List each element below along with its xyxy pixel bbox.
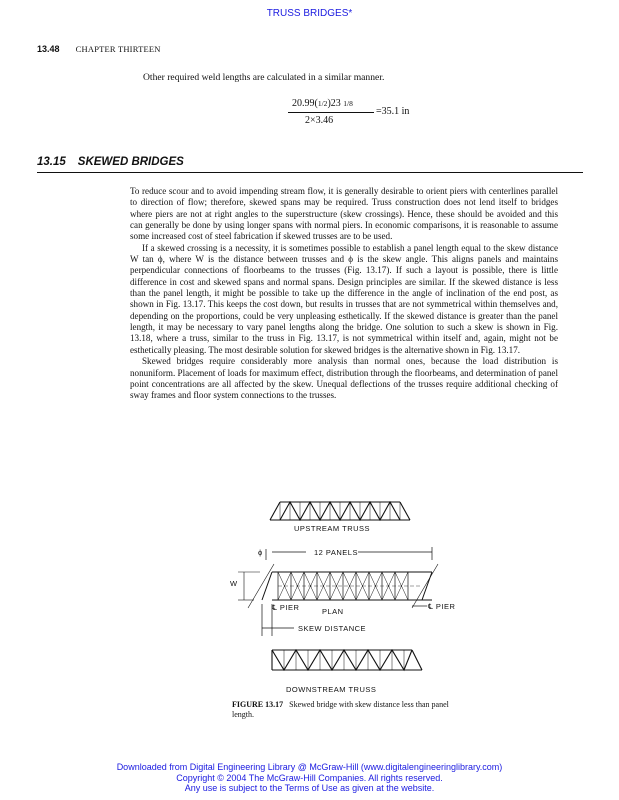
eq-num-b: )23 [327, 98, 344, 109]
equation-denominator: 2×3.46 [305, 115, 334, 126]
caption-text: Skewed bridge with skew distance less than panel length. [232, 700, 449, 719]
equation-numerator [292, 98, 353, 109]
downstream-truss-drawing [272, 650, 422, 670]
body-text [130, 186, 558, 402]
panels-label: 12 PANELS [314, 548, 358, 557]
plan-label: PLAN [322, 607, 344, 616]
fraction-bar [288, 112, 374, 113]
caption-label: FIGURE 13.17 [232, 700, 284, 709]
width-symbol: W [230, 579, 238, 588]
eq-num-a: 20.99( [292, 98, 318, 109]
phi-symbol: ϕ [258, 548, 263, 557]
page-number: 13.48 [37, 44, 60, 54]
running-header [37, 44, 161, 54]
eq-frac-1: 1/2 [317, 99, 328, 108]
section-title: SKEWED BRIDGES [77, 156, 184, 168]
right-pier-label: ℄ PIER [428, 602, 456, 611]
skew-distance-label: SKEW DISTANCE [298, 624, 367, 633]
footer-line: Any use is subject to the Terms of Use as given at the website. [184, 783, 435, 793]
paragraph: If a skewed crossing is a necessity, it is sometimes possible to establish a panel length equal to the skew distance W tan ϕ, where W is the distance between trusses and ϕ is the skew angle. This aligns panels and maintains perpendicular connections of floorbeams to the trusses (Fig. 13.17). If such a layout is possible, there is little difference in cost and skewed spans and normal spans. Design principles are similar. If the skewed distance is less than the panel length, it might be possible to take up the difference in the angle of inclination of the end post, as shown in Fig. 13.17. This keeps the cost down, but results in trusses that are not symmetrical within themselves and, depending on the proportions, could be very unpleasing esthetically. If the skewed distance is greater than the panel length, it may be necessary to vary panel lengths along the bridge. One solution to such a skew is shown in Fig. 13.18, where a truss, similar to the truss in Fig. 13.17, is not symmetrical within itself and, again, might not be esthetically pleasing. The most desirable solution for skewed bridges is the alternative shown in Fig. 13.17. [130, 242, 558, 355]
downstream-truss-label: DOWNSTREAM TRUSS [286, 685, 377, 694]
upstream-truss-label: UPSTREAM TRUSS [294, 524, 371, 533]
figure-13-17 [222, 494, 462, 704]
upstream-truss-drawing [270, 502, 410, 520]
equation-result: =35.1 in [376, 106, 410, 117]
skewed-bridge-drawing [222, 494, 462, 699]
footer-line: Copyright © 2004 The McGraw-Hill Companies. All rights reserved. [176, 772, 443, 783]
document-banner: TRUSS BRIDGES* [266, 8, 353, 19]
chapter-label: CHAPTER THIRTEEN [75, 44, 161, 54]
section-heading [37, 156, 184, 168]
figure-caption [232, 700, 472, 720]
left-pier-label: ℄ PIER [272, 603, 300, 612]
section-number: 13.15 [37, 156, 66, 168]
intro-line: Other required weld lengths are calculated in a similar manner. [143, 72, 385, 83]
paragraph: To reduce scour and to avoid impending stream flow, it is generally desirable to orient piers with centerlines parallel to direction of flow; therefore, skewed spans may be required. Truss construction does not lend itself to bridges where piers are not at right angles to the superstructure (skew crossings). Hence, these should be avoided and this can generally be done by using longer spans with normal piers. In economic comparisons, it is reasonable to assume some increased cost of steel fabrication if skewed trusses are to be used. [130, 186, 558, 242]
width-dimension [238, 572, 260, 600]
section-rule [37, 172, 583, 173]
download-footer [0, 762, 619, 794]
plan-view [248, 564, 438, 608]
footer-line[interactable]: Downloaded from Digital Engineering Library @ McGraw-Hill (www.digitalengineeringlibrary.com) [116, 762, 503, 772]
eq-frac-2: 1/8 [343, 99, 353, 108]
paragraph: Skewed bridges require considerably more analysis than normal ones, because the load distribution is nonuniform. Placement of loads for maximum effect, distribution through the floorbeams, and determination of panel point concentrations are all affected by the skew. Unequal deflections of the trusses require additional checking of sway frames and floor system connections to the trusses. [130, 356, 558, 401]
